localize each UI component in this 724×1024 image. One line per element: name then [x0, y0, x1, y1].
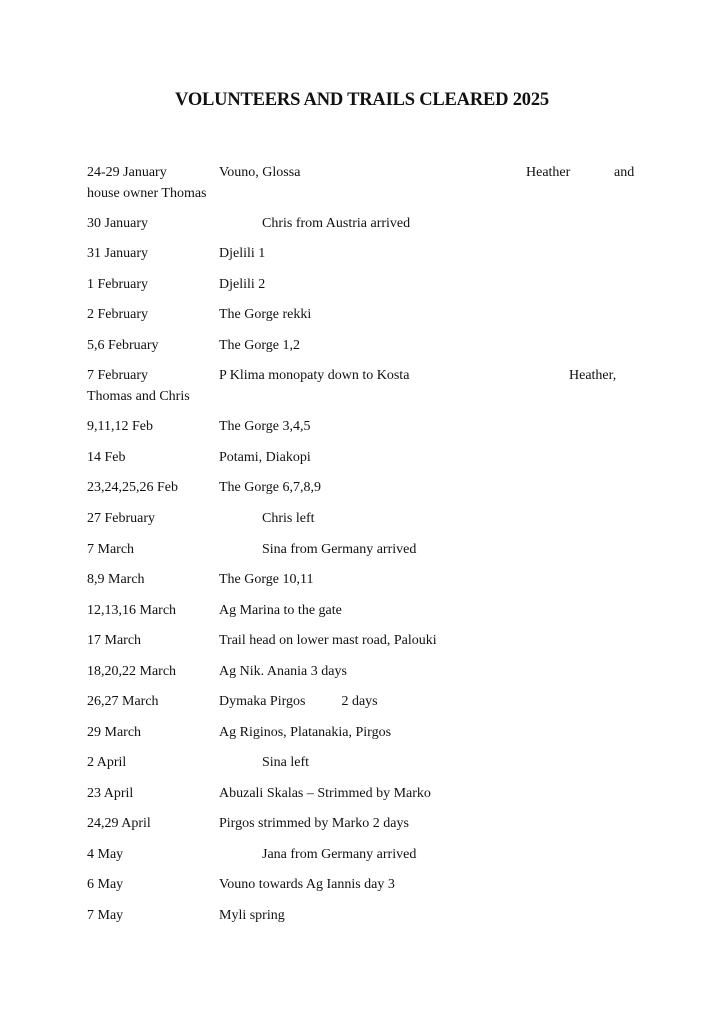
list-item — [87, 784, 637, 804]
entry-place: Djelili 1 — [219, 246, 266, 261]
entry-place: The Gorge 1,2 — [219, 338, 300, 353]
list-item — [87, 631, 637, 651]
entry-date: 27 February — [87, 511, 156, 526]
entry-date: 5,6 February — [87, 338, 159, 353]
entry-place: Myli spring — [219, 908, 285, 923]
entry-note: Jana from Germany arrived — [262, 847, 417, 862]
entry-volunteers: Heather — [526, 165, 571, 180]
entry-note: Chris from Austria arrived — [262, 216, 411, 231]
list-item — [87, 570, 637, 590]
entry-date: 7 May — [87, 908, 124, 923]
entry-place: The Gorge 3,4,5 — [219, 419, 311, 434]
entry-date: 30 January — [87, 216, 149, 231]
entry-date: 4 May — [87, 847, 124, 862]
list-item — [87, 366, 637, 404]
list-item — [87, 753, 637, 773]
entry-date: 7 March — [87, 542, 135, 557]
entry-place: Vouno, Glossa — [219, 165, 301, 180]
entry-place: Ag Riginos, Platanakia, Pirgos — [219, 725, 392, 740]
entry-place — [219, 692, 378, 712]
entry-date: 31 January — [87, 246, 149, 261]
entry-date: 24-29 January — [87, 165, 167, 180]
entry-place: P Klima monopaty down to Kosta — [219, 368, 410, 383]
entry-date: 18,20,22 March — [87, 664, 177, 679]
entry-date: 23,24,25,26 Feb — [87, 480, 178, 495]
list-item — [87, 692, 637, 712]
entry-place: Ag Marina to the gate — [219, 603, 342, 618]
list-item — [87, 723, 637, 743]
entry-volunteers-continued: house owner Thomas — [87, 186, 207, 201]
entry-date: 23 April — [87, 786, 134, 801]
entry-volunteers-conjunction: and — [614, 165, 635, 180]
document-title: VOLUNTEERS AND TRAILS CLEARED 2025 — [175, 90, 549, 110]
entry-place: Abuzali Skalas – Strimmed by Marko — [219, 786, 431, 801]
entry-date: 17 March — [87, 633, 142, 648]
list-item — [87, 336, 637, 356]
list-item — [87, 275, 637, 295]
list-item — [87, 478, 637, 498]
entry-place: Vouno towards Ag Iannis day 3 — [219, 877, 395, 892]
entry-volunteers-continued: Thomas and Chris — [87, 389, 190, 404]
entry-date: 24,29 April — [87, 816, 151, 831]
entry-note: Sina from Germany arrived — [262, 542, 417, 557]
list-item — [87, 448, 637, 468]
entry-date: 6 May — [87, 877, 124, 892]
entry-duration: 2 days — [341, 694, 378, 709]
entry-date: 12,13,16 March — [87, 603, 177, 618]
entry-date: 1 February — [87, 277, 149, 292]
list-item — [87, 540, 637, 560]
entry-date: 7 February — [87, 368, 149, 383]
entry-date: 2 April — [87, 755, 127, 770]
entry-place-name: Dymaka Pirgos — [219, 694, 306, 709]
list-item — [87, 814, 637, 834]
entry-place: Potami, Diakopi — [219, 450, 311, 465]
entry-date: 2 February — [87, 307, 149, 322]
list-item — [87, 601, 637, 621]
entry-note: Chris left — [262, 511, 315, 526]
entry-place: The Gorge 10,11 — [219, 572, 314, 587]
list-item — [87, 417, 637, 437]
entry-place: The Gorge rekki — [219, 307, 312, 322]
list-item — [87, 845, 637, 865]
list-item — [87, 305, 637, 325]
entry-place: Trail head on lower mast road, Palouki — [219, 633, 437, 648]
entry-date: 26,27 March — [87, 694, 159, 709]
list-item — [87, 214, 637, 234]
entry-date: 29 March — [87, 725, 142, 740]
list-item — [87, 163, 637, 201]
entry-date: 9,11,12 Feb — [87, 419, 153, 434]
list-item — [87, 662, 637, 682]
entry-place: Ag Nik. Anania 3 days — [219, 664, 347, 679]
entry-place: The Gorge 6,7,8,9 — [219, 480, 321, 495]
entry-place: Pirgos strimmed by Marko 2 days — [219, 816, 409, 831]
list-item — [87, 509, 637, 529]
entry-note: Sina left — [262, 755, 310, 770]
entry-date: 14 Feb — [87, 450, 126, 465]
entry-date: 8,9 March — [87, 572, 145, 587]
list-item — [87, 875, 637, 895]
list-item — [87, 244, 637, 264]
entry-place: Djelili 2 — [219, 277, 266, 292]
entry-volunteers: Heather, — [569, 368, 617, 383]
list-item — [87, 906, 637, 926]
